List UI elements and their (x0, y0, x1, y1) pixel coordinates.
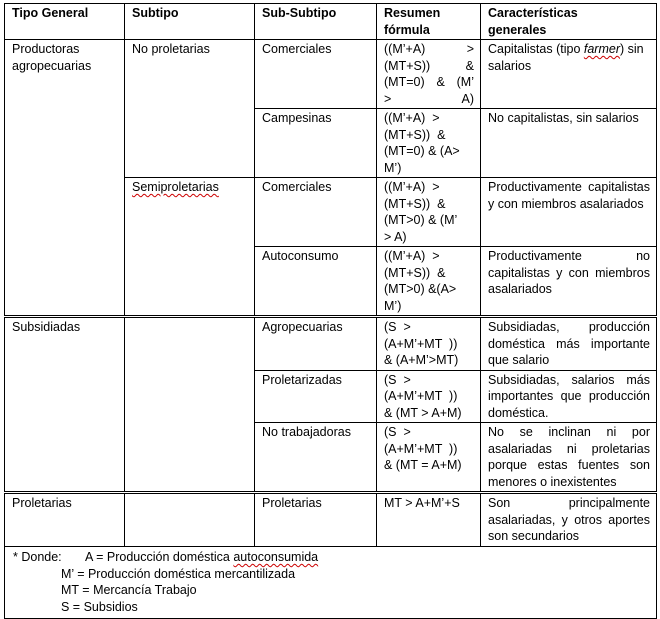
footer-row (5, 547, 657, 619)
subtipo-cell (125, 317, 255, 493)
subsubtipo-cell: Proletarizadas (255, 370, 377, 423)
table-row (5, 493, 657, 547)
table-row (5, 40, 657, 109)
caracteristicas-cell: Subsidiadas, salarios más importantes que producción doméstica. (481, 370, 657, 423)
footnote-line: S = Subsidios (61, 599, 138, 614)
caracteristicas-cell: No se inclinan ni por asalariadas ni proletarias porque estas fuentes son menores o inexistentes (481, 423, 657, 493)
caracteristicas-cell: Son principalmente asalariadas, y otros aportes son secundarios (481, 493, 657, 547)
classification-table (4, 3, 657, 619)
subtipo-cell: Semiproletarias (125, 178, 255, 317)
caracteristicas-cell: Productivamente no capitalistas y con miembros asalariados (481, 247, 657, 317)
formula-cell: ((M’+A) > (MT+S)) & (MT=0) & (M’ > A) (377, 40, 481, 109)
subsubtipo-cell: Proletarias (255, 493, 377, 547)
footnote-line: * Donde: A = Producción doméstica autoconsumida (13, 550, 319, 564)
subsubtipo-cell: Autoconsumo (255, 247, 377, 317)
header-subtipo: Subtipo (125, 4, 255, 40)
caracteristicas-cell: Productivamente capitalistas y con miembros asalariados (481, 178, 657, 247)
formula-cell: ((M’+A) > (MT+S)) & (MT>0) & (M’ > A) (377, 178, 481, 247)
tipo-cell: Proletarias (5, 493, 125, 547)
subsubtipo-cell: Comerciales (255, 40, 377, 109)
subsubtipo-cell: Campesinas (255, 109, 377, 178)
subsubtipo-cell: Comerciales (255, 178, 377, 247)
subsubtipo-cell: Agropecuarias (255, 317, 377, 371)
caracteristicas-cell: No capitalistas, sin salarios (481, 109, 657, 178)
tipo-cell: Productoras agropecuarias (5, 40, 125, 317)
formula-cell: ((M’+A) > (MT+S)) & (MT=0) & (A> M’) (377, 109, 481, 178)
subtipo-cell: No proletarias (125, 40, 255, 178)
footnote-line: M’ = Producción doméstica mercantilizada (61, 566, 296, 581)
header-tipo: Tipo General (5, 4, 125, 40)
footnote (5, 547, 657, 619)
formula-cell: (S > (A+M’+MT )) & (MT = A+M) (377, 423, 481, 493)
header-formula: Resumen fórmula (377, 4, 481, 40)
subtipo-cell (125, 493, 255, 547)
formula-cell: ((M’+A) > (MT+S)) & (MT>0) &(A> M’) (377, 247, 481, 317)
header-caracteristicas: Características generales (481, 4, 657, 40)
footnote-line: MT = Mercancía Trabajo (61, 583, 197, 597)
caracteristicas-cell: Capitalistas (tipo farmer) sin salarios (481, 40, 657, 109)
caracteristicas-cell: Subsidiadas, producción doméstica más importante que salario (481, 317, 657, 371)
formula-cell: (S > (A+M’+MT )) & (A+M’>MT) (377, 317, 481, 371)
header-subsubtipo: Sub-Subtipo (255, 4, 377, 40)
header-row (5, 4, 657, 40)
subsubtipo-cell: No trabajadoras (255, 423, 377, 493)
table-row (5, 317, 657, 371)
tipo-cell: Subsidiadas (5, 317, 125, 493)
formula-cell: (S > (A+M’+MT )) & (MT > A+M) (377, 370, 481, 423)
formula-cell: MT > A+M’+S (377, 493, 481, 547)
